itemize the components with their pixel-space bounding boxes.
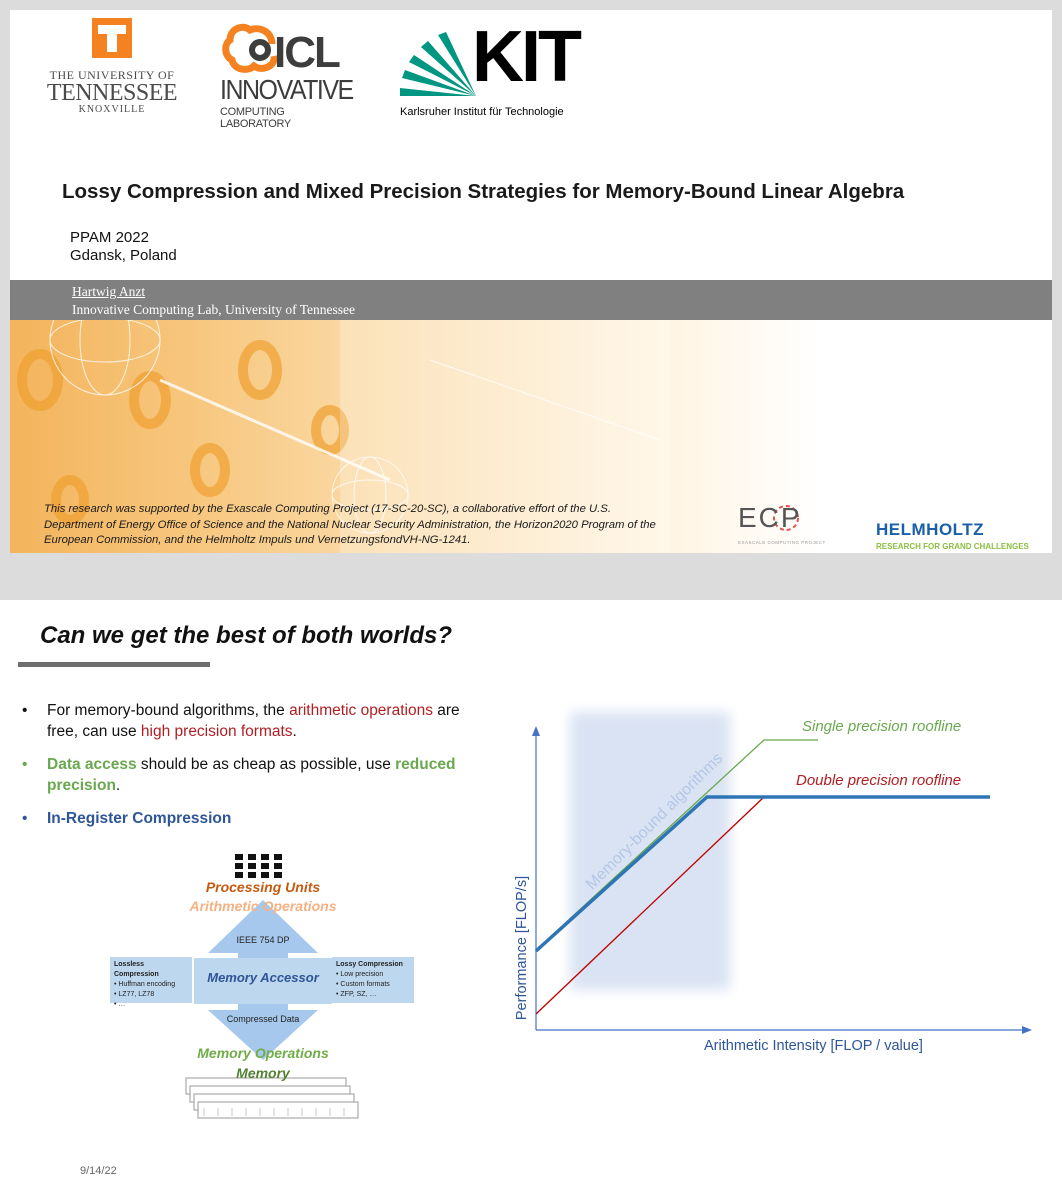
university-of-tennessee-logo bbox=[42, 18, 182, 118]
title-slide bbox=[10, 10, 1052, 553]
ut-logo-line1: THE UNIVERSITY OF bbox=[49, 68, 175, 82]
bullet-item bbox=[20, 808, 490, 829]
bullet-list bbox=[20, 700, 490, 841]
memory-accessor-label: Memory Accessor bbox=[207, 970, 319, 985]
icl-logo-line3: COMPUTING LABORATORY bbox=[220, 106, 291, 130]
decorative-banner bbox=[10, 320, 1052, 553]
ieee-754-dp-label: IEEE 754 DP bbox=[236, 935, 290, 945]
bullet-emphasis: Data access bbox=[47, 756, 137, 773]
bullet-text: should be as cheap as possible, use bbox=[136, 756, 396, 773]
slide-title: Can we get the best of both worlds? bbox=[40, 622, 453, 649]
processing-units-label: Processing Units bbox=[205, 879, 321, 895]
lossy-compression-box: Lossy Compression • Low precision • Custom formats • ZFP, SZ, … bbox=[332, 957, 414, 1003]
power-t-icon bbox=[92, 18, 132, 58]
ut-logo-line2: TENNESSEE bbox=[46, 80, 178, 106]
lossless-item: … bbox=[118, 1001, 126, 1008]
icl-cloud-icon bbox=[222, 22, 282, 78]
icl-logo bbox=[218, 22, 358, 130]
bullet-emphasis: high precision formats bbox=[140, 723, 293, 740]
bullet-text: . bbox=[292, 723, 297, 740]
conference-location: Gdansk, Poland bbox=[70, 247, 177, 264]
bullet-emphasis: reduced precision bbox=[47, 756, 456, 794]
single-precision-label: Single precision roofline bbox=[802, 718, 962, 735]
roofline-plot bbox=[500, 700, 1040, 1080]
y-axis-label: Performance [FLOP/s] bbox=[514, 875, 530, 1021]
memory-accessor-diagram bbox=[108, 850, 438, 1140]
helmholtz-logo bbox=[876, 520, 1029, 551]
kit-logo-sub: Karlsruher Institut für Technologie bbox=[400, 106, 564, 118]
bullet-item bbox=[20, 754, 490, 796]
bullet-emphasis: arithmetic operations bbox=[289, 702, 433, 719]
funding-acknowledgement: This research was supported by the Exascale Computing Project (17-SC-20-SC), a collaborative effort of the U.S. Department of Energy Office of Science and the National Nuclear Security Administration, the Horizon2020 Program of the European Commission, and the Helmholtz Impuls und VernetzungsfondVH-NG-1241. bbox=[44, 503, 656, 546]
memory-modules-icon bbox=[186, 1078, 358, 1118]
helmholtz-logo-text: HELMHOLTZ bbox=[876, 520, 985, 539]
lossless-compression-box: Lossless Compression • Huffman encoding • LZ77, LZ78 • … bbox=[110, 957, 192, 1003]
bullet-text: are free, can use bbox=[47, 702, 460, 740]
lossless-item: LZ77, LZ78 bbox=[118, 991, 155, 998]
roofline-svg bbox=[500, 700, 1040, 1080]
memory-operations-label: Memory Operations bbox=[197, 1045, 329, 1061]
lossless-item: Huffman encoding bbox=[118, 981, 176, 988]
lossless-compression-title: Lossless Compression bbox=[114, 961, 159, 978]
author-affiliation: Innovative Computing Lab, University of Tennessee bbox=[72, 302, 355, 317]
ut-logo-line3: KNOXVILLE bbox=[78, 104, 146, 115]
slide-title: Lossy Compression and Mixed Precision Strategies for Memory-Bound Linear Algebra bbox=[62, 180, 905, 203]
conference-name: PPAM 2022 bbox=[70, 229, 149, 246]
bullet-text: In-Register Compression bbox=[47, 810, 232, 827]
memory-label: Memory bbox=[236, 1065, 290, 1081]
double-precision-label: Double precision roofline bbox=[796, 772, 962, 789]
bullet-marker: • bbox=[22, 756, 28, 773]
x-axis-label: Arithmetic Intensity [FLOP / value] bbox=[704, 1038, 923, 1054]
processing-units-icon bbox=[235, 854, 282, 878]
content-slide bbox=[0, 600, 1062, 1200]
icl-logo-big: ICL bbox=[274, 28, 339, 77]
slide-date: 9/14/22 bbox=[80, 1165, 117, 1177]
lossy-item: ZFP, SZ, … bbox=[340, 991, 377, 998]
helmholtz-logo-sub: RESEARCH FOR GRAND CHALLENGES bbox=[876, 542, 1029, 551]
memory-bound-region bbox=[570, 712, 730, 990]
arithmetic-operations-label: Arithmetic Operations bbox=[189, 898, 337, 914]
bullet-text: For memory-bound algorithms, the bbox=[47, 702, 290, 719]
bullet-marker: • bbox=[22, 702, 28, 719]
lossy-item: Low precision bbox=[340, 971, 384, 978]
kit-logo-big: KIT bbox=[472, 17, 579, 97]
y-axis-arrow-icon bbox=[532, 726, 540, 736]
bullet-text: . bbox=[115, 777, 121, 794]
title-underline bbox=[18, 662, 210, 667]
ecp-logo-text: ECP bbox=[738, 502, 802, 533]
ecp-logo bbox=[736, 500, 832, 550]
compressed-data-label: Compressed Data bbox=[226, 1014, 300, 1024]
lossy-item: Custom formats bbox=[340, 981, 390, 988]
lossy-compression-title: Lossy Compression bbox=[336, 961, 403, 968]
kit-logo bbox=[398, 17, 598, 122]
bullet-marker: • bbox=[22, 810, 28, 827]
memory-bound-region-label: Memory-bound algorithms bbox=[582, 749, 727, 894]
kit-fan-icon bbox=[398, 26, 478, 106]
x-axis-arrow-icon bbox=[1022, 1026, 1032, 1034]
author-name-link[interactable]: Hartwig Anzt bbox=[72, 284, 146, 299]
bullet-item bbox=[20, 700, 490, 742]
author-bar bbox=[10, 280, 1052, 320]
conference-info bbox=[70, 229, 177, 265]
ecp-logo-sub: EXASCALE COMPUTING PROJECT bbox=[738, 540, 826, 545]
icl-logo-line2: INNOVATIVE bbox=[220, 74, 353, 106]
